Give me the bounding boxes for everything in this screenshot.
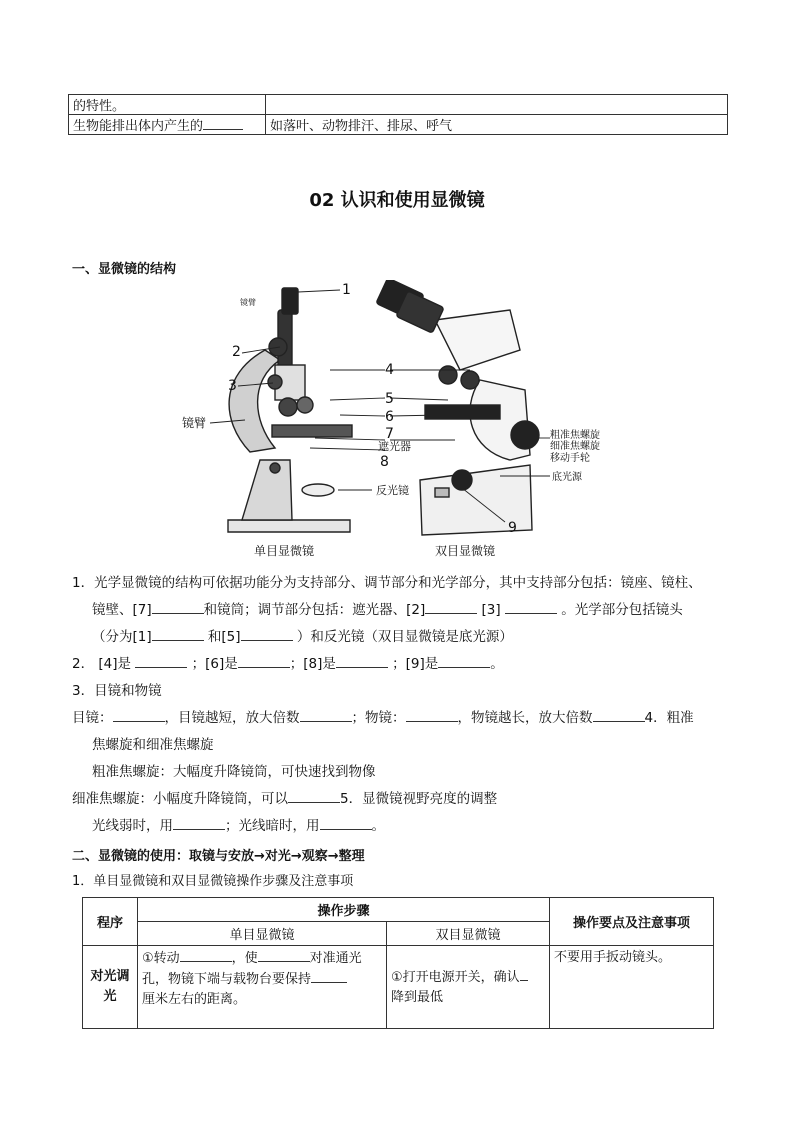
fill-blank [311,969,347,983]
text: ，目镜越短，放大倍数 [164,710,300,726]
text: 降到最低 [391,989,444,1005]
label-yidong: 移动手轮 [550,453,590,464]
question-line [72,786,732,813]
cell-binocular [387,946,550,1029]
page-title: 02 认识和使用显微镜 [309,190,485,211]
text: 光线弱时，用 [92,818,173,834]
table-header-row [83,898,714,922]
fill-blank [113,708,165,722]
text: ，使 [231,951,258,966]
label-2: 2 [232,344,241,360]
text: ，物镜越长，放大倍数 [457,710,593,726]
label-jingbi-small: 镜臂 [240,298,256,307]
label-cuzhun: 粗准焦螺旋 [550,430,600,441]
header-steps: 操作步骤 [138,898,550,922]
label-zheguangqi: 遮光器 [378,440,411,453]
fill-blank [505,600,557,614]
fill-blank [203,117,243,130]
header-monocular: 单目显微镜 [138,922,387,946]
monocular-microscope-illustration [228,288,352,532]
caption-binocular: 双目显微镜 [435,544,496,558]
fill-blank [152,600,204,614]
question-3 [72,678,732,840]
question-line: 1．光学显微镜的结构可依据功能分为支持部分、调节部分和光学部分，其中支持部分包括：镜座、镜柱、 [72,575,702,591]
label-6: 6 [385,409,394,425]
label-7: 7 [385,426,394,442]
fill-blank [320,816,372,830]
text: 。 [371,818,385,834]
fill-blank [258,948,310,962]
question-line [72,624,732,651]
fill-blank [593,708,645,722]
fill-blank [300,708,352,722]
text: ；[6]是 [187,656,238,672]
label-8: 8 [380,454,389,470]
label-jingbi: 镜臂 [182,416,207,430]
table-row [69,115,728,135]
fill-blank [241,627,293,641]
question-2 [72,651,732,678]
text: 对准通光孔，物镜下端与载物台要保持 [142,951,362,987]
cell-notes: 不要用手扳动镜头。 [550,946,714,1029]
cell-monocular [138,946,387,1029]
question-line [72,705,732,732]
question-line: 3．目镜和物镜 [72,683,162,699]
text: ；光线暗时，用 [225,818,320,834]
label-xizhun: 细准焦螺旋 [550,441,600,452]
top-table [68,94,728,135]
fill-blank [238,654,290,668]
question-line: 焦螺旋和细准焦螺旋 [92,737,214,753]
label-5: 5 [385,391,394,407]
text: [3] [477,602,505,618]
section-subheading: 1．单目显微镜和双目显微镜操作步骤及注意事项 [72,874,354,889]
text: 厘米左右的距离。 [142,992,247,1007]
label-4: 4 [385,362,394,378]
caption-monocular: 单目显微镜 [254,544,315,558]
fill-blank [520,967,528,981]
row-label: 对光调光 [83,946,138,1029]
table-cell [266,95,728,115]
header-notes: 操作要点及注意事项 [550,898,714,946]
fill-blank [406,708,458,722]
label-diguangyuan: 底光源 [552,472,582,483]
text: 。 [490,656,504,672]
fill-blank [180,948,232,962]
text: ①转动 [142,951,180,966]
text: 目镜： [72,710,113,726]
text: ；[9]是 [387,656,439,672]
fill-blank [288,789,340,803]
header-procedure: 程序 [83,898,138,946]
text: 和镜筒；调节部分包括：遮光器、[2] [203,602,426,618]
microscope-figure [180,280,620,570]
text: 细准焦螺旋：小幅度升降镜筒，可以 [72,791,288,807]
label-9: 9 [508,520,517,536]
question-line [72,813,732,840]
fill-blank [152,627,204,641]
operations-table [82,897,714,1029]
text: 镜壁、[7] [92,602,152,618]
question-1 [72,570,732,651]
text: 和[5] [203,629,241,645]
text: ①打开电源开关，确认 [391,969,520,985]
fill-blank [135,654,187,668]
fill-blank [425,600,477,614]
cell-text: 生物能排出体内产生的 [73,119,204,134]
table-cell: 如落叶、动物排汗、排尿、呼气 [266,115,728,135]
text: 5．显微镜视野亮度的调整 [340,791,498,807]
text: ；物镜： [351,710,406,726]
question-line: 粗准焦螺旋：大幅度升降镜筒，可快速找到物像 [92,764,376,780]
label-1: 1 [342,282,351,298]
fill-blank [173,816,225,830]
label-fanguangjing: 反光镜 [376,484,409,497]
table-cell [69,115,266,135]
header-binocular: 双目显微镜 [387,922,550,946]
text: （分为[1] [92,629,152,645]
text: 2． [4]是 [72,656,136,672]
text: ；[8]是 [289,656,336,672]
section-heading: 二、显微镜的使用：取镜与安放→对光→观察→整理 [72,849,365,864]
table-row [83,946,714,1029]
text: ）和反光镜（双目显微镜是底光源） [292,629,513,645]
question-line [72,597,732,624]
text: 。光学部分包括镜头 [556,602,683,618]
fill-blank [438,654,490,668]
table-cell: 的特性。 [69,95,266,115]
section-heading: 一、显微镜的结构 [72,262,177,277]
text: 4．粗准 [644,710,694,726]
table-row [69,95,728,115]
label-3: 3 [228,378,237,394]
fill-blank [336,654,388,668]
